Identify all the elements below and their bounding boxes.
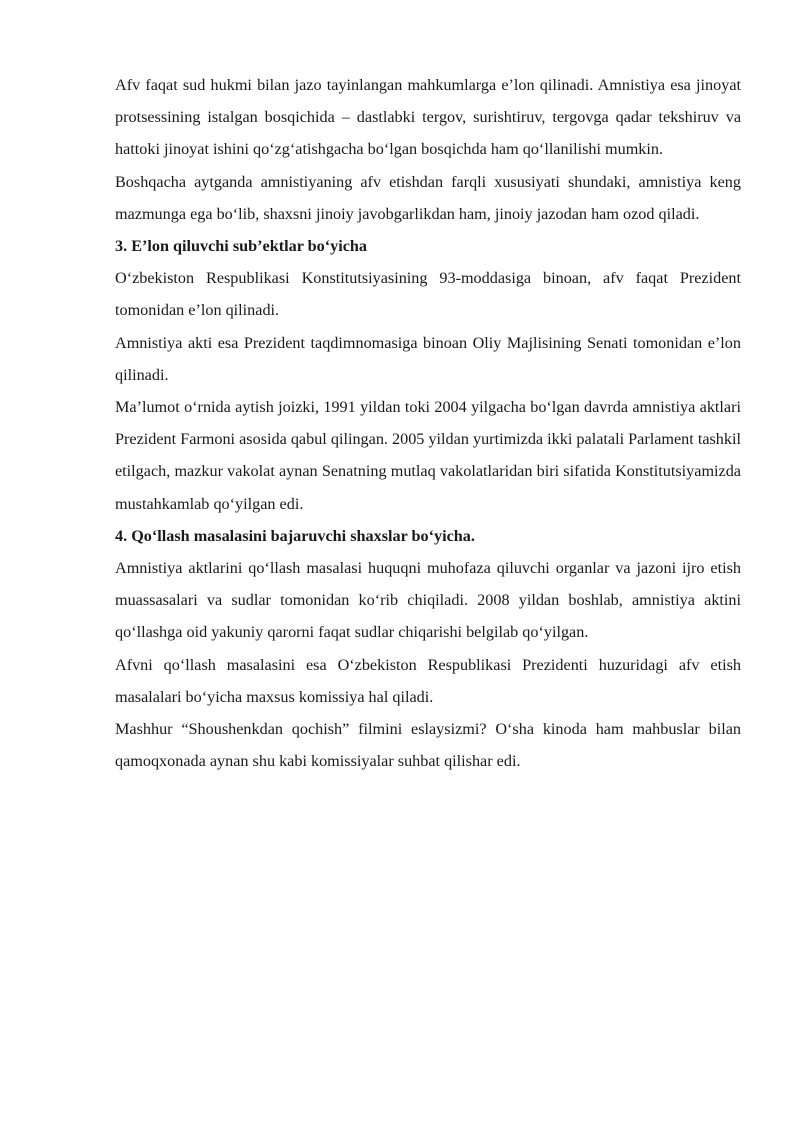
paragraph-history: Ma’lumot o‘rnida aytish joizki, 1991 yildan toki 2004 yilgacha bo‘lgan davrda amnistiya aktlari Prezident Farmoni asosida qabul qilingan. 2005 yildan yurtimizda ikki palatali Parlament tashkil etilgach, mazkur vakolat aynan Senatning mutlaq vakolatlaridan biri sifatida Konstitutsiyamizda mustahkamlab qo‘yilgan edi.	[115, 398, 741, 513]
paragraph-amnesty-feature: Boshqacha aytganda amnistiyaning afv etishdan farqli xususiyati shundaki, amnistiya keng mazmunga ega bo‘lib, shaxsni jinoiy javobgarlikdan ham, jinoiy jazodan ham ozod qiladi.	[115, 172, 741, 223]
paragraph-pardon-president: O‘zbekiston Respublikasi Konstitutsiyasining 93-moddasiga binoan, afv faqat Prezident tomonidan e’lon qilinadi.	[115, 269, 741, 320]
paragraph-amnesty-senate: Amnistiya akti esa Prezident taqdimnomasiga binoan Oliy Majlisining Senati tomonidan e’lon qilinadi.	[115, 333, 741, 384]
document-body	[115, 69, 741, 777]
paragraph-commission: Afvni qo‘llash masalasini esa O‘zbekiston Respublikasi Prezidenti huzuridagi afv etish masalalari bo‘yicha maxsus komissiya hal qiladi.	[115, 655, 741, 706]
paragraph-pardon-vs-amnesty: Afv faqat sud hukmi bilan jazo tayinlangan mahkumlarga e’lon qilinadi. Amnistiya esa jinoyat protsessining istalgan bosqichida – dastlabki tergov, surishtiruv, tergovga qadar tekshiruv va hattoki jinoyat ishini qo‘zg‘atishgacha bo‘lgan bosqichda ham qo‘llanilishi mumkin.	[115, 76, 741, 159]
paragraph-application: Amnistiya aktlarini qo‘llash masalasi huquqni muhofaza qiluvchi organlar va jazoni ijro etish muassasalari va sudlar tomonidan ko‘rib chiqiladi. 2008 yildan boshlab, amnistiya aktini qo‘llashga oid yakuniy qarorni faqat sudlar chiqarishi belgilab qo‘yilgan.	[115, 559, 741, 642]
section-heading-4: 4. Qo‘llash masalasini bajaruvchi shaxslar bo‘yicha.	[115, 526, 475, 545]
section-heading-3: 3. E’lon qiluvchi sub’ektlar bo‘yicha	[115, 237, 368, 256]
paragraph-film-reference: Mashhur “Shoushenkdan qochish” filmini eslaysizmi? O‘sha kinoda ham mahbuslar bilan qamoqxonada aynan shu kabi komissiyalar suhbat qilishar edi.	[115, 720, 741, 771]
